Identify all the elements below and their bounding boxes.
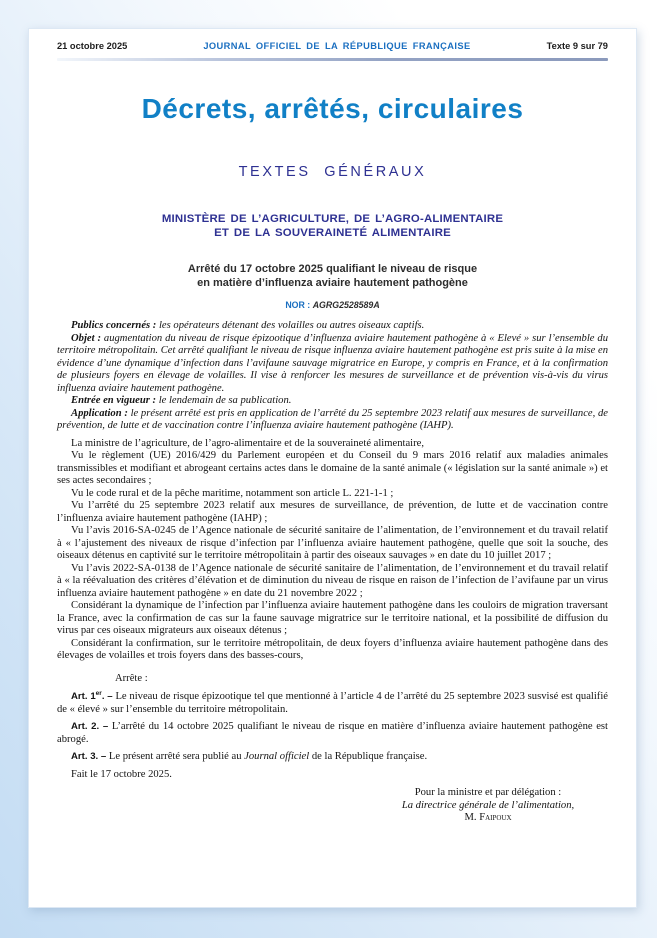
summary-publics: Publics concernés : les opérateurs détenant des volailles ou autres oiseaux captifs. [71, 320, 425, 331]
visa-arrete-2023: Vu l’arrêté du 25 septembre 2023 relatif aux mesures de surveillance, de prévention, de lutte et de vaccination contre l’influenza aviaire hautement pathogène (IAHP) ; [57, 500, 608, 524]
nor-label: NOR : [285, 300, 313, 310]
journal-officiel-italic: Journal officiel [244, 751, 310, 762]
visa-code-rural: Vu le code rural et de la pêche maritime, notamment son article L. 221-1-1 ; [71, 487, 394, 499]
considerant-confirmation: Considérant la confirmation, sur le territoire métropolitain, de deux foyers d’influenza aviaire hautement pathogène dans des élevages de volailles et trois foyers dans des basses-cours, [57, 637, 608, 661]
nor-value: AGRG2528589A [312, 300, 380, 310]
preamble-ministre: La ministre de l’agriculture, de l’agro-alimentaire et de la souveraineté alimentaire, [71, 437, 424, 449]
header-divider [57, 58, 608, 61]
article-2: Art. 2. – L’arrêté du 14 octobre 2025 qualifiant le niveau de risque en matière d’influenza aviaire hautement pathogène est abrogé. [57, 721, 608, 745]
signature-block [370, 787, 606, 825]
article-3: Art. 3. – Le présent arrêté sera publié au Journal officiel de la République française. [71, 751, 428, 762]
texte-number: Texte 9 sur 79 [546, 41, 608, 51]
page-header [57, 29, 608, 52]
ministry-line-2: ET DE LA SOUVERAINETÉ ALIMENTAIRE [214, 227, 451, 239]
visa-avis-2022: Vu l’avis 2022-SA-0138 de l’Agence nationale de sécurité sanitaire de l’alimentation, de l’environnement et du travail relatif à « la réévaluation des critères d’élévation et de diminution du niveau de risque en raison de l’infection de l’avifaune par un virus influenza aviaire hautement pathogène » en date du 21 novembre 2022 ; [57, 562, 608, 599]
considerant-dynamique: Considérant la dynamique de l’infection par l’influenza aviaire hautement pathogène dans les couloirs de migration traversant la France, avec la confirmation de cas sur la faune sauvage migratrice sur le territoire national, et la possibilité de diffusion du virus par ces oiseaux migrateurs aux oiseaux détenus ; [57, 600, 608, 636]
arrete-label: Arrête : [115, 672, 148, 684]
publication-date: 21 octobre 2025 [57, 41, 128, 51]
summary-block [57, 320, 608, 433]
signature-delegation: Pour la ministre et par délégation : [414, 787, 562, 798]
decree-line-1: Arrêté du 17 octobre 2025 qualifiant le niveau de risque [187, 263, 478, 275]
ministry-line-1: MINISTÈRE DE L’AGRICULTURE, DE L’AGRO-ALIMENTAIRE [161, 213, 504, 225]
main-title: Décrets, arrêtés, circulaires [141, 93, 524, 124]
signature-name: M. Faipoux [464, 812, 512, 823]
nor-line [57, 300, 608, 311]
section-title: TEXTES GÉNÉRAUX [238, 164, 427, 180]
journal-page [28, 28, 637, 908]
journal-title: JOURNAL OFFICIEL DE LA RÉPUBLIQUE FRANÇAISE [203, 41, 471, 51]
decree-line-2: en matière d’influenza aviaire hautement pathogène [197, 277, 468, 289]
summary-entree-vigueur: Entrée en vigueur : le lendemain de sa publication. [71, 395, 292, 406]
summary-objet: Objet : augmentation du niveau de risque épizootique d’influenza aviaire hautement pathogène à « Elevé » sur l’ensemble du territoire métropolitain. Cet arrêté qualifiant le niveau de risque influenza aviaire hautement pathogène est pris suite à la mise en évidence d’une dynamique d’infection dans l’avifaune sauvage migratrice en Europe, y compris en France, et à la confirmation de plusieurs foyers en élevage de volailles. Il vise à renforcer les mesures de surveillance et de prévention vis-à-vis du virus influenza aviaire hautement pathogène. [57, 332, 608, 394]
fait-line: Fait le 17 octobre 2025. [71, 768, 172, 780]
ministry-heading [57, 212, 608, 240]
decree-heading [57, 262, 608, 290]
visa-avis-2016: Vu l’avis 2016-SA-0245 de l’Agence nationale de sécurité sanitaire de l’alimentation, de l’environnement et du travail relatif à « l’ajustement des niveaux de risque d’infection par l’influenza aviaire hautement pathogène, quelle que soit la souche, des oiseaux détenus en captivité sur le territoire métropolitain à partir des oiseaux sauvages » en date du 10 juillet 2017 ; [57, 525, 608, 561]
visa-reglement-ue: Vu le règlement (UE) 2016/429 du Parlement européen et du Conseil du 9 mars 2016 relatif aux maladies animales transmissibles et modifiant et abrogeant certains actes dans le domaine de la santé animale (« législation sur la santé animale ») et ses actes secondaires ; [57, 450, 608, 486]
document-body [57, 320, 608, 825]
article-1: Art. 1er. – Le niveau de risque épizootique tel que mentionné à l’article 4 de l’arrêté du 25 septembre 2023 susvisé est qualifié de « élevé » sur l’ensemble du territoire métropolitain. [57, 689, 608, 715]
summary-application: Application : le présent arrêté est pris en application de l’arrêté du 25 septembre 2023 relatif aux mesures de surveillance, de prévention, de lutte et de vaccination contre l’influenza aviaire hautement pathogène (IAHP). [57, 407, 608, 431]
signature-role: La directrice générale de l’alimentation, [401, 799, 575, 811]
preamble-block [57, 438, 608, 663]
